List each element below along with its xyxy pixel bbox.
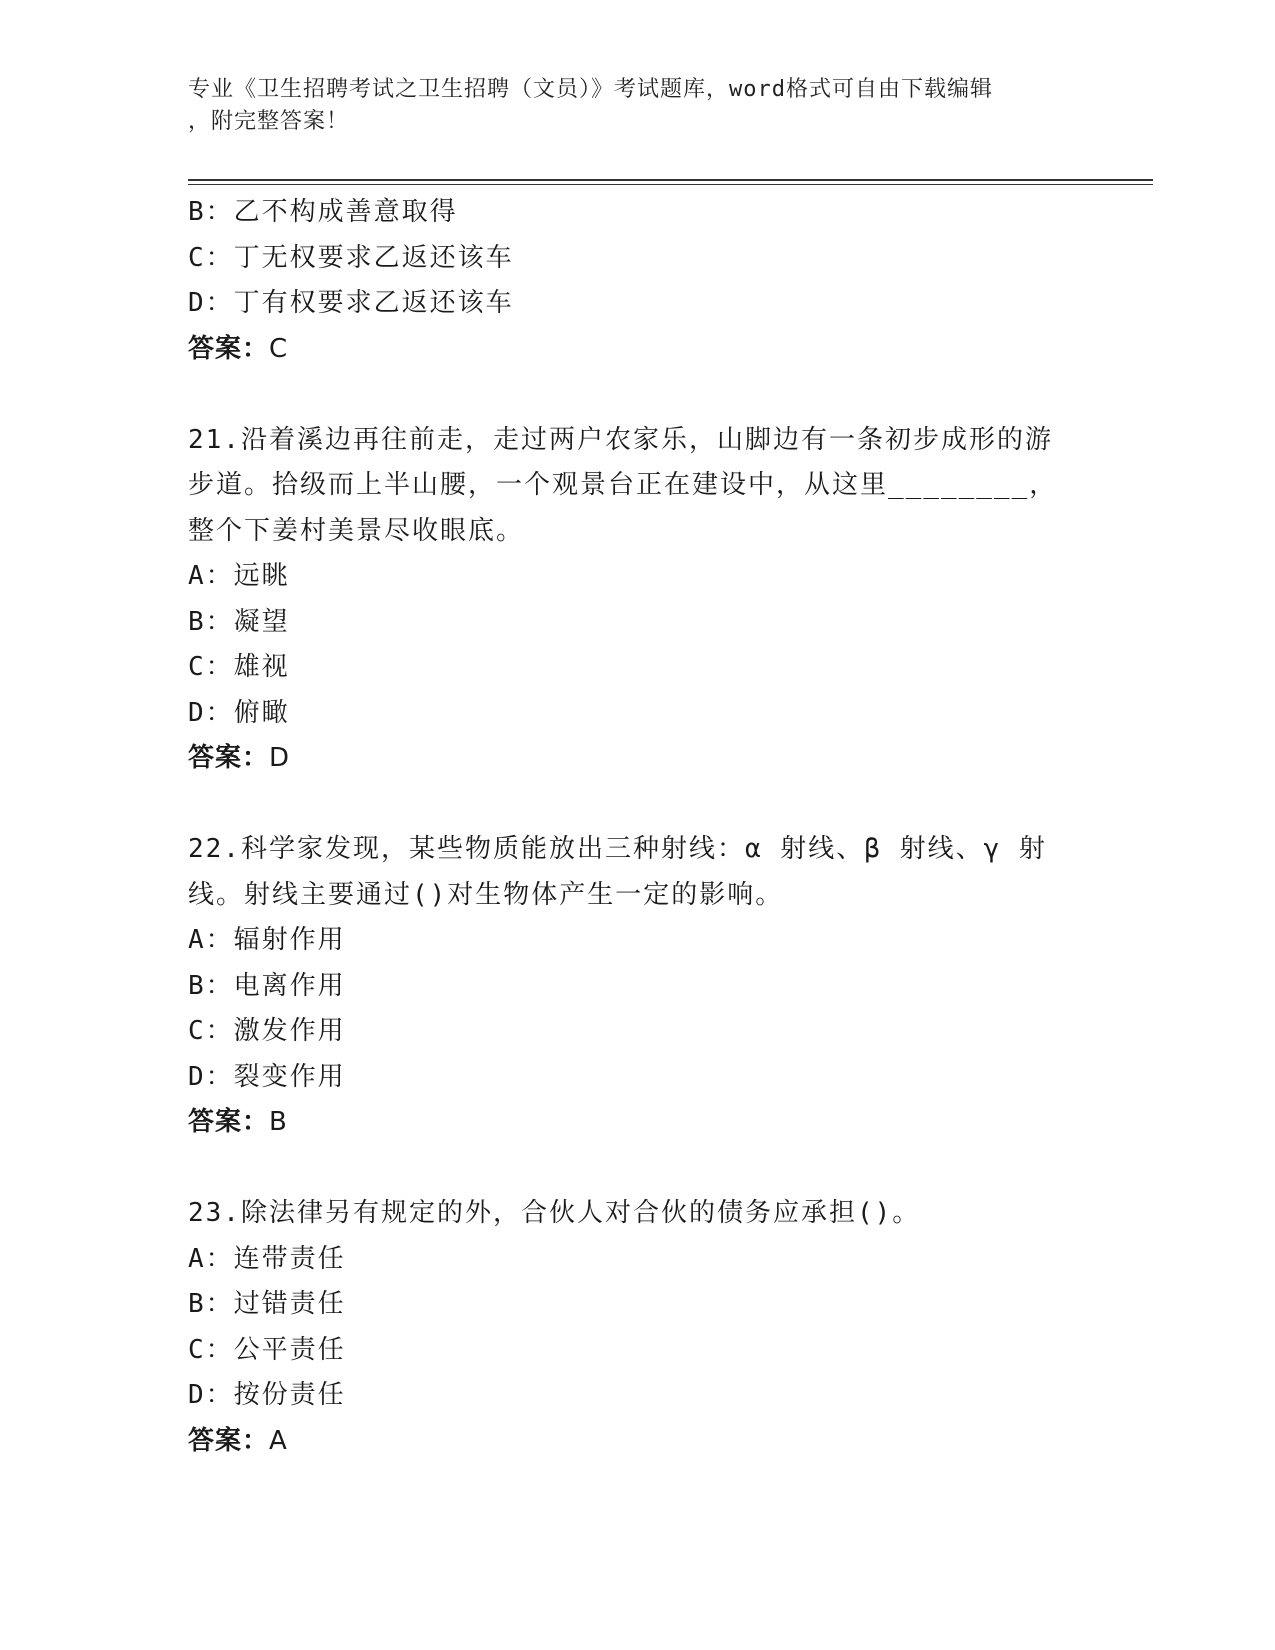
- option-a: A：辐射作用: [188, 925, 346, 955]
- stem-line: 步道。拾级而上半山腰，一个观景台正在建设中，从这里________，: [188, 470, 1058, 500]
- option-c: C：公平责任: [188, 1334, 346, 1365]
- header-line-1: 专业《卫生招聘考试之卫生招聘（文员）》考试题库，word格式可自由下载编辑: [188, 77, 993, 102]
- question-stem: [188, 418, 1088, 555]
- question-stem: [188, 1191, 1088, 1237]
- option-b: B：电离作用: [188, 970, 346, 1001]
- stem-line: 21.沿着溪边再往前走，走过两户农家乐，山脚边有一条初步成形的游: [188, 424, 1053, 455]
- header-line-2: ，附完整答案！: [188, 109, 350, 134]
- option-d: D：裂变作用: [188, 1061, 346, 1092]
- answer-line: [188, 736, 1088, 782]
- prev-question-block: [188, 190, 1088, 372]
- stem-line: 整个下姜村美景尽收眼底。: [188, 515, 525, 546]
- option-d: D：按份责任: [188, 1380, 346, 1410]
- question-22: [188, 827, 1088, 1146]
- option-c: C：雄视: [188, 652, 290, 682]
- answer-value: B: [269, 1107, 288, 1137]
- spacer: [188, 782, 1088, 828]
- stem-line: 22.科学家发现，某些物质能放出三种射线：α 射线、β 射线、γ 射: [188, 834, 1047, 864]
- answer-value: A: [269, 1425, 288, 1456]
- option-c: C：丁无权要求乙返还该车: [188, 242, 514, 273]
- answer-line: [188, 1419, 1088, 1465]
- option-b: B：凝望: [188, 606, 290, 637]
- answer-label: 答案：: [188, 1107, 270, 1137]
- answer-value: C: [269, 333, 289, 364]
- option-a: A：远眺: [188, 561, 290, 591]
- option-b: B：乙不构成善意取得: [188, 197, 458, 227]
- spacer: [188, 1146, 1088, 1192]
- option-b: B：过错责任: [188, 1289, 346, 1319]
- document-header: [188, 74, 1088, 138]
- option-d: D：丁有权要求乙返还该车: [188, 288, 514, 318]
- option-a: A：连带责任: [188, 1243, 346, 1274]
- option-c: C：激发作用: [188, 1016, 346, 1046]
- answer-label: 答案：: [188, 333, 270, 364]
- answer-line: [188, 1100, 1088, 1146]
- question-stem: [188, 827, 1088, 918]
- stem-line: 23.除法律另有规定的外，合伙人对合伙的债务应承担()。: [188, 1198, 921, 1228]
- answer-label: 答案：: [188, 1425, 270, 1456]
- header-divider-thin: [188, 184, 1153, 185]
- answer-line: [188, 327, 1088, 373]
- spacer: [188, 372, 1088, 418]
- option-d: D：俯瞰: [188, 697, 290, 728]
- header-divider-thick: [188, 179, 1153, 181]
- question-content: [188, 190, 1088, 1464]
- answer-value: D: [269, 743, 291, 773]
- question-21: [188, 418, 1088, 782]
- answer-label: 答案：: [188, 743, 270, 773]
- question-23: [188, 1191, 1088, 1464]
- stem-line: 线。射线主要通过()对生物体产生一定的影响。: [188, 879, 784, 910]
